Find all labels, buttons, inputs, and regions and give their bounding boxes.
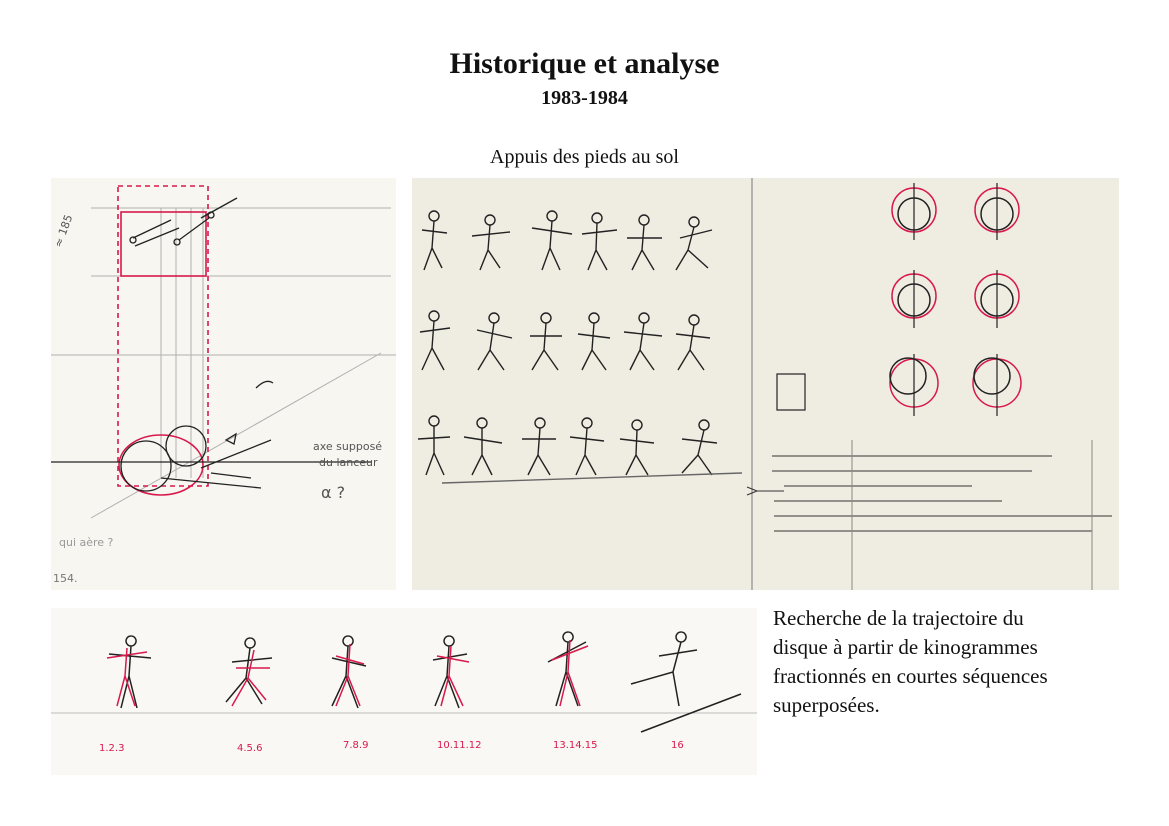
foot-placement-drawing: [51, 178, 396, 590]
kinogram-drawing: [51, 608, 757, 775]
caption-line: fractionnés en courtes séquences: [773, 664, 1048, 688]
page-title: Historique et analyse: [449, 47, 720, 80]
circle-diagrams: [777, 183, 1021, 416]
svg-text:≈ 185: ≈ 185: [51, 212, 76, 250]
figure-caption: [773, 604, 1153, 720]
section-title: Appuis des pieds au sol: [490, 146, 679, 168]
caption-line: superposées.: [773, 693, 880, 717]
page-subtitle: 1983-1984: [541, 87, 628, 109]
caption-line: disque à partir de kinogrammes: [773, 635, 1038, 659]
frame-label: 16: [671, 740, 684, 751]
svg-text:154.: 154.: [53, 572, 78, 585]
svg-text:qui aère ?: qui aère ?: [59, 536, 114, 549]
svg-text:α ?: α ?: [321, 483, 346, 502]
frame-label: 7.8.9: [343, 740, 369, 751]
thrower-figure-rows: [418, 211, 742, 483]
frame-label: 13.14.15: [553, 740, 598, 751]
svg-text:axe supposé: axe supposé: [313, 440, 383, 453]
thrower-sequence-drawing: [412, 178, 1119, 590]
caption-line: Recherche de la trajectoire du: [773, 606, 1024, 630]
kinogram-frame-labels: [99, 740, 684, 754]
frame-label: 10.11.12: [437, 740, 482, 751]
frame-label: 1.2.3: [99, 743, 125, 754]
frame-label: 4.5.6: [237, 743, 263, 754]
discus-thrower-sequences-and-circles: [412, 178, 1119, 590]
superposed-kinogram-sequence: [51, 608, 757, 775]
handwritten-notes: [747, 440, 1112, 590]
kinogram-figures: [107, 632, 741, 732]
foot-placement-sketch: [51, 178, 396, 590]
svg-text:du lanceur: du lanceur: [319, 456, 378, 469]
